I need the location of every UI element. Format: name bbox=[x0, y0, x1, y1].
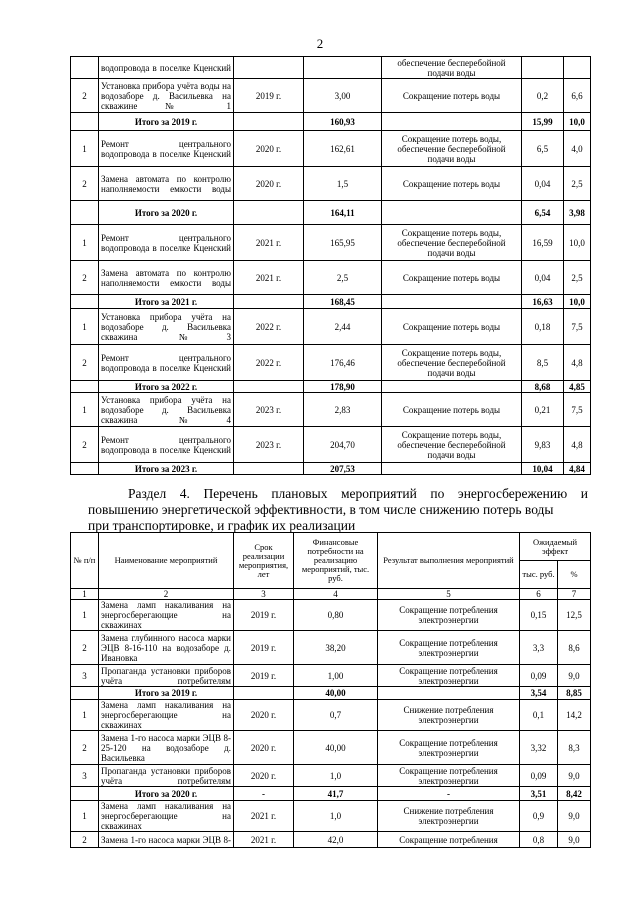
table-row bbox=[71, 309, 591, 345]
total-year: - bbox=[234, 787, 294, 801]
column-number: 4 bbox=[294, 589, 378, 600]
total-year bbox=[234, 687, 294, 700]
table-row bbox=[71, 345, 591, 381]
measure-year: 2019 г. bbox=[234, 79, 304, 113]
effect-rub: 0,04 bbox=[522, 167, 564, 201]
total-effect-rub: 10,04 bbox=[522, 463, 564, 475]
measure-result: Сокращение потерь воды bbox=[382, 79, 522, 113]
total-row bbox=[71, 787, 591, 801]
table-row bbox=[71, 631, 591, 665]
measure-result: Сокращение потребления электроэнергии bbox=[378, 631, 520, 665]
row-num: 3 bbox=[71, 665, 99, 687]
measure-cost bbox=[304, 57, 382, 79]
row-num-cell bbox=[71, 787, 99, 801]
total-label: Итого за 2020 г. bbox=[99, 201, 234, 225]
measure-cost: 1,0 bbox=[294, 765, 378, 787]
measure-name: Замена глубинного насоса марки ЭЦВ 8-16-110 на водозаборе д. Ивановка bbox=[99, 631, 234, 665]
effect-rub: 0,8 bbox=[520, 832, 558, 848]
column-number: 7 bbox=[558, 589, 591, 600]
measure-year: 2022 г. bbox=[234, 309, 304, 345]
measure-result: Сокращение потребления электроэнергии bbox=[378, 665, 520, 687]
effect-pct: 9,0 bbox=[558, 665, 591, 687]
measure-result: Снижение потребления электроэнергии bbox=[378, 700, 520, 731]
measure-year: 2020 г. bbox=[234, 700, 294, 731]
total-cost: 207,53 bbox=[304, 463, 382, 475]
total-cost: 178,90 bbox=[304, 381, 382, 393]
measure-year: 2021 г. bbox=[234, 261, 304, 295]
measure-cost: 40,00 bbox=[294, 731, 378, 765]
measure-cost: 162,61 bbox=[304, 131, 382, 167]
row-num: 2 bbox=[71, 345, 99, 381]
row-num: 2 bbox=[71, 832, 99, 848]
effect-rub: 16,59 bbox=[522, 225, 564, 261]
table-row bbox=[71, 79, 591, 113]
effect-pct: 9,0 bbox=[558, 765, 591, 787]
effect-rub: 0,1 bbox=[520, 700, 558, 731]
effect-pct: 14,2 bbox=[558, 700, 591, 731]
measure-name: Установка прибора учёта на водозаборе д. Васильевка скважина №4 bbox=[99, 393, 234, 427]
effect-pct: 8,6 bbox=[558, 631, 591, 665]
total-effect-rub: 16,63 bbox=[522, 295, 564, 309]
total-year bbox=[234, 381, 304, 393]
measure-year: 2019 г. bbox=[234, 665, 294, 687]
total-label: Итого за 2019 г. bbox=[99, 687, 234, 700]
total-row bbox=[71, 687, 591, 700]
row-num: 2 bbox=[71, 427, 99, 463]
effect-pct: 9,0 bbox=[558, 832, 591, 848]
effect-rub: 8,5 bbox=[522, 345, 564, 381]
measure-cost: 2,83 bbox=[304, 393, 382, 427]
measure-result: Сокращение потерь воды, обеспечение бесперебойной подачи воды bbox=[382, 131, 522, 167]
column-number: 2 bbox=[99, 589, 234, 600]
row-num-cell bbox=[71, 201, 99, 225]
total-effect-rub: 3,54 bbox=[520, 687, 558, 700]
total-result: - bbox=[378, 787, 520, 801]
total-effect-rub: 15,99 bbox=[522, 113, 564, 131]
measure-year: 2021 г. bbox=[234, 832, 294, 848]
row-num: 2 bbox=[71, 731, 99, 765]
effect-pct: 12,5 bbox=[558, 600, 591, 631]
total-result bbox=[378, 687, 520, 700]
header-effect: Ожидаемый эффект bbox=[520, 533, 591, 561]
measure-cost: 176,46 bbox=[304, 345, 382, 381]
table-row bbox=[71, 700, 591, 731]
total-effect-pct: 8,85 bbox=[558, 687, 591, 700]
measure-result: Сокращение потерь воды bbox=[382, 393, 522, 427]
row-num: 2 bbox=[71, 261, 99, 295]
effect-pct: 6,6 bbox=[564, 79, 591, 113]
measure-cost: 1,5 bbox=[304, 167, 382, 201]
energy-measures-table bbox=[70, 532, 591, 848]
total-result bbox=[382, 201, 522, 225]
effect-pct: 8,3 bbox=[558, 731, 591, 765]
measure-name: Замена ламп накаливания на энергосберегающие на скважинах bbox=[99, 700, 234, 731]
effect-rub: 0,09 bbox=[520, 665, 558, 687]
section-heading-line-1: Раздел 4. Перечень плановых мероприятий по энергосбережению и bbox=[128, 486, 588, 501]
measure-year: 2019 г. bbox=[234, 600, 294, 631]
total-cost: 168,45 bbox=[304, 295, 382, 309]
table-row bbox=[71, 225, 591, 261]
total-row bbox=[71, 381, 591, 393]
measure-cost: 42,0 bbox=[294, 832, 378, 848]
effect-rub: 9,83 bbox=[522, 427, 564, 463]
measure-cost: 38,20 bbox=[294, 631, 378, 665]
measure-name: Ремонт центрального водопровода в поселке Кценский bbox=[99, 345, 234, 381]
measure-cost: 0,7 bbox=[294, 700, 378, 731]
measure-year: 2020 г. bbox=[234, 765, 294, 787]
row-num-cell bbox=[71, 113, 99, 131]
measure-name: водопровода в поселке Кценский bbox=[99, 57, 234, 79]
effect-rub: 0,04 bbox=[522, 261, 564, 295]
total-year bbox=[234, 201, 304, 225]
effect-rub: 0,15 bbox=[520, 600, 558, 631]
measure-year: 2019 г. bbox=[234, 631, 294, 665]
measure-year: 2020 г. bbox=[234, 731, 294, 765]
measure-result: обеспечение бесперебойной подачи воды bbox=[382, 57, 522, 79]
table-row bbox=[71, 665, 591, 687]
row-num: 2 bbox=[71, 631, 99, 665]
row-num: 1 bbox=[71, 600, 99, 631]
measure-year: 2023 г. bbox=[234, 427, 304, 463]
measure-year: 2020 г. bbox=[234, 167, 304, 201]
total-row bbox=[71, 463, 591, 475]
total-label: Итого за 2020 г. bbox=[99, 787, 234, 801]
effect-pct: 4,0 bbox=[564, 131, 591, 167]
column-number: 6 bbox=[520, 589, 558, 600]
total-effect-pct: 4,84 bbox=[564, 463, 591, 475]
total-label: Итого за 2022 г. bbox=[99, 381, 234, 393]
measure-result: Сокращение потребления электроэнергии bbox=[378, 600, 520, 631]
effect-rub: 0,2 bbox=[522, 79, 564, 113]
measure-name: Пропаганда установки приборов учёта потребителям bbox=[99, 765, 234, 787]
total-cost: 41,7 bbox=[294, 787, 378, 801]
total-result bbox=[382, 463, 522, 475]
measure-name: Замена ламп накаливания на энергосберегающие на скважинах bbox=[99, 801, 234, 832]
effect-rub: 3,3 bbox=[520, 631, 558, 665]
header-name: Наименование мероприятий bbox=[99, 533, 234, 589]
column-number: 3 bbox=[234, 589, 294, 600]
total-effect-pct: 10,0 bbox=[564, 295, 591, 309]
total-row bbox=[71, 201, 591, 225]
total-effect-pct: 8,42 bbox=[558, 787, 591, 801]
table-row bbox=[71, 261, 591, 295]
row-num bbox=[71, 57, 99, 79]
table-row bbox=[71, 393, 591, 427]
measure-name: Ремонт центрального водопровода в поселке Кценский bbox=[99, 225, 234, 261]
table-row bbox=[71, 765, 591, 787]
measure-name: Замена автомата по контролю наполняемости емкости воды bbox=[99, 261, 234, 295]
total-effect-rub: 6,54 bbox=[522, 201, 564, 225]
measure-name: Замена автомата по контролю наполняемости емкости воды bbox=[99, 167, 234, 201]
effect-pct: 7,5 bbox=[564, 309, 591, 345]
total-result bbox=[382, 295, 522, 309]
measure-cost: 1,00 bbox=[294, 665, 378, 687]
table-row bbox=[71, 600, 591, 631]
effect-pct: 10,0 bbox=[564, 225, 591, 261]
measure-name: Установка прибора учёта на водозаборе д. Васильевка скважина №3 bbox=[99, 309, 234, 345]
measure-cost: 0,80 bbox=[294, 600, 378, 631]
header-result: Результат выполнения мероприятий bbox=[378, 533, 520, 589]
effect-rub: 0,09 bbox=[520, 765, 558, 787]
total-effect-pct: 4,85 bbox=[564, 381, 591, 393]
total-year bbox=[234, 295, 304, 309]
measure-cost: 2,44 bbox=[304, 309, 382, 345]
table-row bbox=[71, 167, 591, 201]
row-num: 1 bbox=[71, 309, 99, 345]
row-num: 1 bbox=[71, 393, 99, 427]
measure-name: Замена 1-го насоса марки ЭЦВ 8- bbox=[99, 832, 234, 848]
measure-result: Сокращение потребления bbox=[378, 832, 520, 848]
total-year bbox=[234, 113, 304, 131]
measure-name: Установка прибора учёта воды на водозаборе д. Васильевка на скважине № 1 bbox=[99, 79, 234, 113]
measure-name: Замена ламп накаливания на энергосберегающие на скважинах bbox=[99, 600, 234, 631]
effect-pct: 9,0 bbox=[558, 801, 591, 832]
measure-cost: 165,95 bbox=[304, 225, 382, 261]
measure-result: Сокращение потерь воды, обеспечение бесперебойной подачи воды bbox=[382, 345, 522, 381]
table-row bbox=[71, 131, 591, 167]
header-effect-pct: % bbox=[558, 561, 591, 589]
measure-name: Ремонт центрального водопровода в поселке Кценский bbox=[99, 427, 234, 463]
row-num-cell bbox=[71, 463, 99, 475]
measure-year: 2022 г. bbox=[234, 345, 304, 381]
total-result bbox=[382, 381, 522, 393]
measure-cost: 2,5 bbox=[304, 261, 382, 295]
row-num: 1 bbox=[71, 225, 99, 261]
row-num: 3 bbox=[71, 765, 99, 787]
total-cost: 160,93 bbox=[304, 113, 382, 131]
total-effect-rub: 8,68 bbox=[522, 381, 564, 393]
row-num: 2 bbox=[71, 79, 99, 113]
measure-cost: 1,0 bbox=[294, 801, 378, 832]
column-number: 1 bbox=[71, 589, 99, 600]
measure-result: Сокращение потерь воды, обеспечение бесперебойной подачи воды bbox=[382, 225, 522, 261]
measure-year: 2021 г. bbox=[234, 225, 304, 261]
effect-pct: 7,5 bbox=[564, 393, 591, 427]
effect-rub: 0,18 bbox=[522, 309, 564, 345]
effect-rub: 3,32 bbox=[520, 731, 558, 765]
table-row bbox=[71, 427, 591, 463]
measure-result: Сокращение потерь воды bbox=[382, 261, 522, 295]
measure-result: Сокращение потерь воды bbox=[382, 167, 522, 201]
total-effect-rub: 3,51 bbox=[520, 787, 558, 801]
measure-year bbox=[234, 57, 304, 79]
measure-cost: 204,70 bbox=[304, 427, 382, 463]
row-num-cell bbox=[71, 687, 99, 700]
total-result bbox=[382, 113, 522, 131]
row-num: 2 bbox=[71, 167, 99, 201]
total-effect-pct: 10,0 bbox=[564, 113, 591, 131]
table-row bbox=[71, 57, 591, 79]
measure-result: Сокращение потерь воды, обеспечение бесперебойной подачи воды bbox=[382, 427, 522, 463]
total-row bbox=[71, 113, 591, 131]
effect-pct: 2,5 bbox=[564, 261, 591, 295]
header-finance: Финансовые потребности на реализацию мероприятий, тыс. руб. bbox=[294, 533, 378, 589]
measure-name: Замена 1-го насоса марки ЭЦВ 8-25-120 на водозаборе д. Васильевка bbox=[99, 731, 234, 765]
row-num: 1 bbox=[71, 700, 99, 731]
effect-pct: 2,5 bbox=[564, 167, 591, 201]
section-heading-line-2: повышению энергетической эффективности, в том числе снижению потерь воды bbox=[88, 502, 554, 517]
total-label: Итого за 2023 г. bbox=[99, 463, 234, 475]
row-num-cell bbox=[71, 295, 99, 309]
measure-year: 2023 г. bbox=[234, 393, 304, 427]
section-heading-line-3: при транспортировке, и график их реализации bbox=[88, 518, 356, 533]
total-year bbox=[234, 463, 304, 475]
table-row bbox=[71, 731, 591, 765]
table-row bbox=[71, 832, 591, 848]
row-num: 1 bbox=[71, 131, 99, 167]
section-heading bbox=[88, 486, 588, 534]
header-num: № п/п bbox=[71, 533, 99, 589]
effect-rub: 6,5 bbox=[522, 131, 564, 167]
measure-year: 2021 г. bbox=[234, 801, 294, 832]
row-num-cell bbox=[71, 381, 99, 393]
water-measures-table bbox=[70, 56, 591, 475]
total-label: Итого за 2019 г. bbox=[99, 113, 234, 131]
total-label: Итого за 2021 г. bbox=[99, 295, 234, 309]
page-number: 2 bbox=[316, 36, 324, 51]
total-effect-pct: 3,98 bbox=[564, 201, 591, 225]
effect-rub: 0,9 bbox=[520, 801, 558, 832]
header-term: Срок реализации мероприятия, лет bbox=[234, 533, 294, 589]
total-cost: 40,00 bbox=[294, 687, 378, 700]
measure-result: Снижение потребления электроэнергии bbox=[378, 801, 520, 832]
measure-result: Сокращение потребления электроэнергии bbox=[378, 765, 520, 787]
measure-cost: 3,00 bbox=[304, 79, 382, 113]
measure-result: Сокращение потерь воды bbox=[382, 309, 522, 345]
row-num: 1 bbox=[71, 801, 99, 832]
effect-pct: 4,8 bbox=[564, 345, 591, 381]
effect-pct: 4,8 bbox=[564, 427, 591, 463]
measure-year: 2020 г. bbox=[234, 131, 304, 167]
effect-rub: 0,21 bbox=[522, 393, 564, 427]
header-effect-rub: тыс. руб. bbox=[520, 561, 558, 589]
effect-rub bbox=[522, 57, 564, 79]
measure-name: Ремонт центрального водопровода в поселке Кценский bbox=[99, 131, 234, 167]
total-cost: 164,11 bbox=[304, 201, 382, 225]
measure-result: Сокращение потребления электроэнергии bbox=[378, 731, 520, 765]
measure-name: Пропаганда установки приборов учёта потребителям bbox=[99, 665, 234, 687]
table-row bbox=[71, 801, 591, 832]
total-row bbox=[71, 295, 591, 309]
column-number: 5 bbox=[378, 589, 520, 600]
effect-pct bbox=[564, 57, 591, 79]
